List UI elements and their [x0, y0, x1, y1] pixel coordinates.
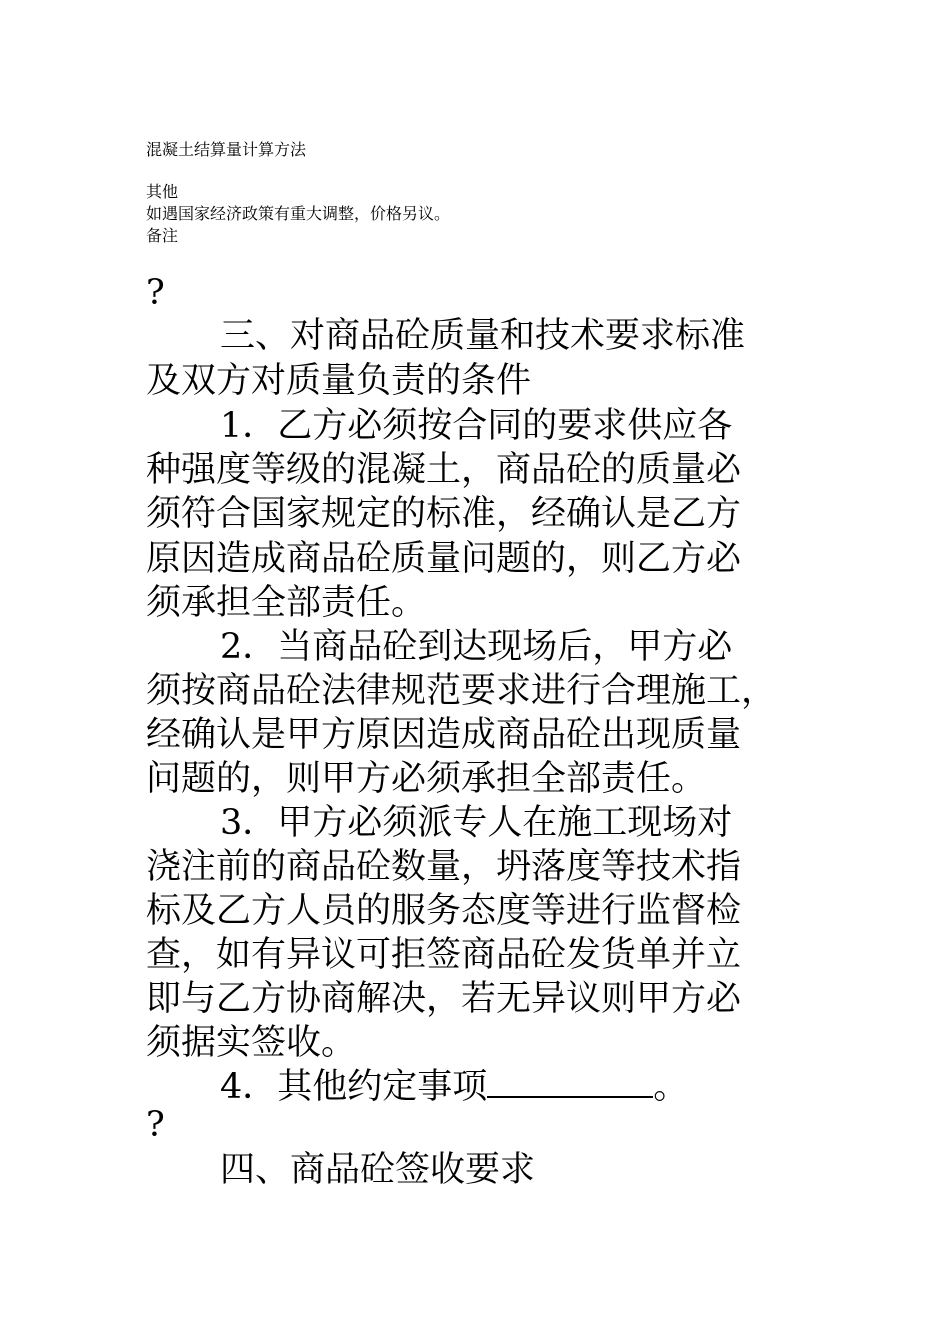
other-heading: 其他 [146, 182, 179, 201]
clause3-line2: 浇注前的商品砼数量，坍落度等技术指 [146, 847, 742, 887]
clause3-line4: 查，如有异议可拒签商品砼发货单并立 [146, 935, 742, 975]
clause1-line4: 原因造成商品砼质量问题的，则乙方必 [146, 539, 742, 579]
clause3-line3: 标及乙方人员的服务态度等进行监督检 [146, 891, 742, 931]
clause4-blank [487, 1066, 653, 1098]
clause4-end: 。 [653, 1067, 689, 1107]
clause2-line2: 须按商品砼法律规范要求进行合理施工， [146, 671, 777, 711]
question-mark: ? [146, 273, 165, 313]
clause2-line3: 经确认是甲方原因造成商品砼出现质量 [146, 715, 742, 755]
clause1-line3: 须符合国家规定的标准，经确认是乙方 [146, 494, 742, 534]
section4-title: 四、商品砼签收要求 [220, 1150, 536, 1190]
clause4-text: 4．其他约定事项 [220, 1067, 488, 1107]
clause1-line1: 1．乙方必须按合同的要求供应各 [220, 406, 733, 446]
question-mark-2: ? [146, 1105, 165, 1145]
remark-heading: 备注 [146, 226, 179, 245]
clause2-line4: 问题的，则甲方必须承担全部责任。 [146, 759, 707, 799]
calc-method-heading: 混凝土结算量计算方法 [146, 140, 307, 159]
section3-title-line1: 三、对商品砼质量和技术要求标准 [220, 316, 746, 356]
clause1-line5: 须承担全部责任。 [146, 583, 427, 623]
clause2-line1: 2．当商品砼到达现场后，甲方必 [220, 627, 733, 667]
clause3-line1: 3．甲方必须派专人在施工现场对 [220, 803, 733, 843]
section3-title-line2: 及双方对质量负责的条件 [146, 361, 532, 401]
other-text: 如遇国家经济政策有重大调整，价格另议。 [146, 204, 451, 223]
clause3-line5: 即与乙方协商解决，若无异议则甲方必 [146, 979, 742, 1019]
clause3-line6: 须据实签收。 [146, 1023, 357, 1063]
clause1-line2: 种强度等级的混凝土，商品砼的质量必 [146, 450, 742, 490]
